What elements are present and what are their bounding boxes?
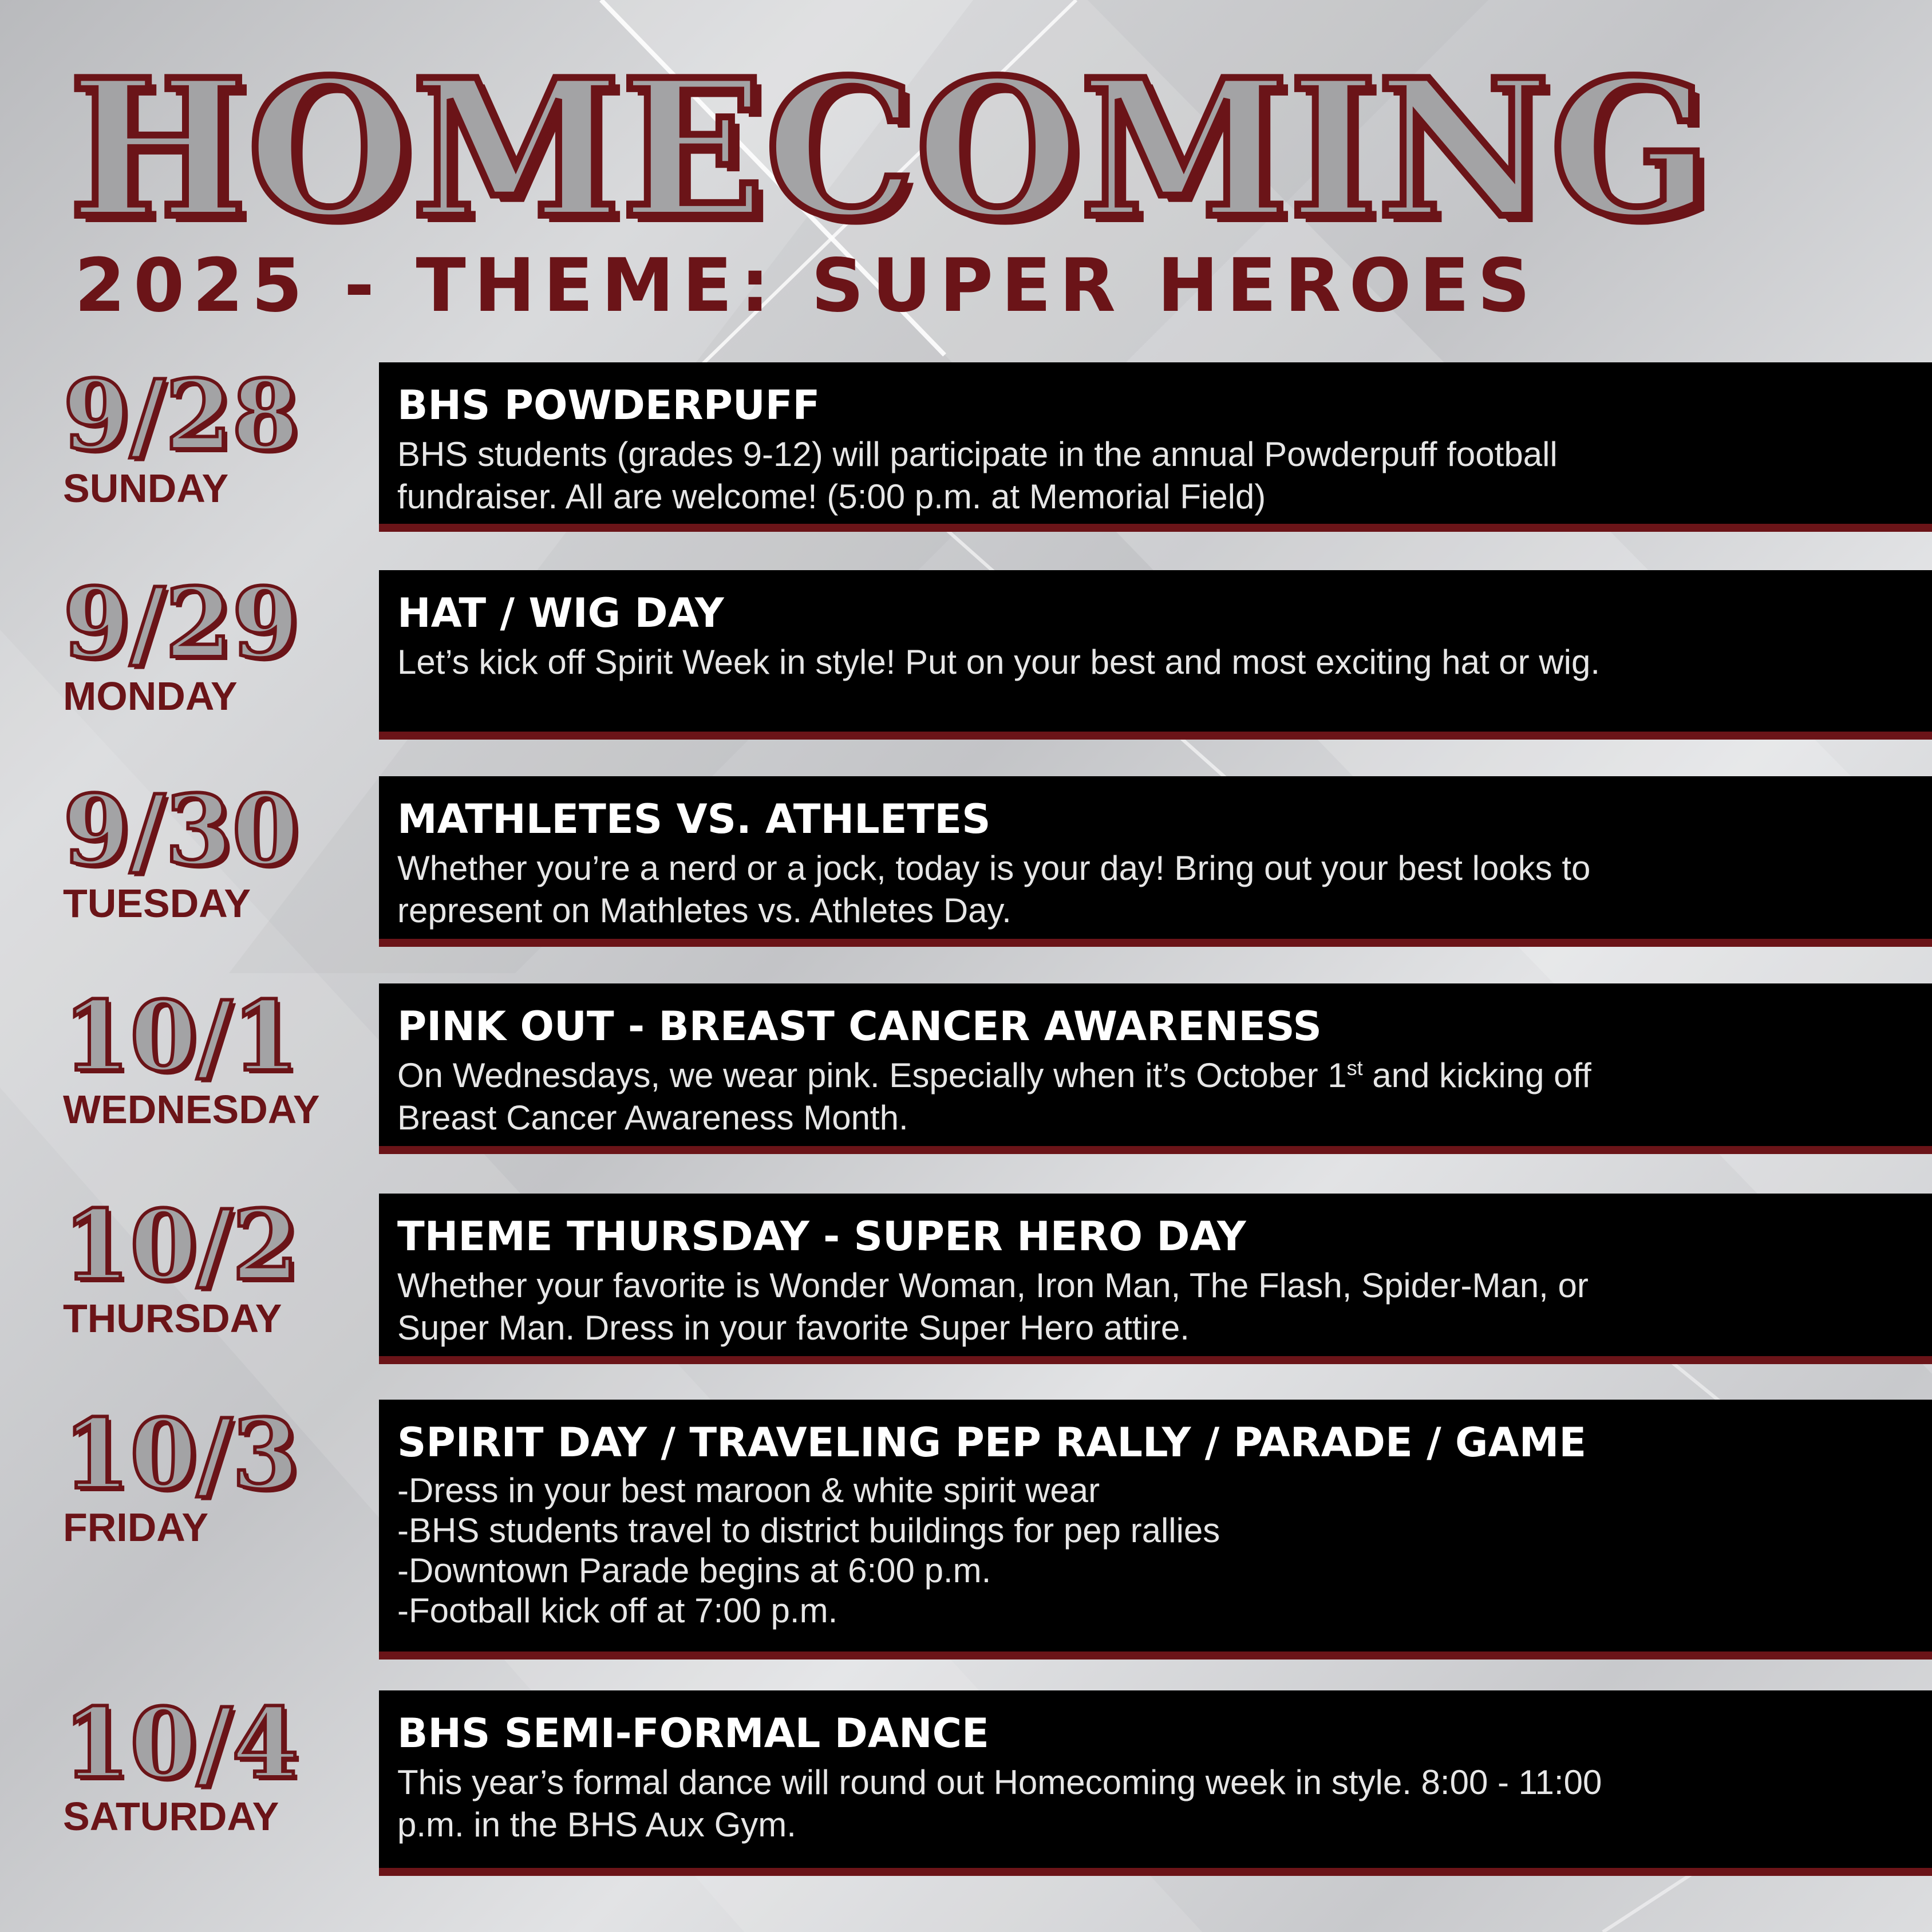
event-title: THEME THURSDAY - SUPER HERO DAY <box>397 1213 1246 1260</box>
event-description-line: BHS students (grades 9-12) will participate in the annual Powderpuff football <box>397 435 1558 473</box>
event-description-line: Let’s kick off Spirit Week in style! Put on your best and most exciting hat or wig. <box>397 643 1600 681</box>
date-block <box>63 358 372 511</box>
date-number: 10/1 <box>63 979 299 1093</box>
date-block <box>63 1397 372 1550</box>
date-weekday: THURSDAY <box>63 1296 282 1341</box>
event-description-line <box>397 1054 1913 1097</box>
description-text: On Wednesdays, we wear pink. Especially when it’s October 1 <box>397 1056 1347 1095</box>
date-weekday: SUNDAY <box>63 466 229 511</box>
event-card <box>379 362 1932 524</box>
event-title: HAT / WIG DAY <box>397 590 724 637</box>
date-weekday: SATURDAY <box>63 1794 279 1839</box>
date-number: 10/3 <box>63 1397 299 1511</box>
date-block <box>63 979 372 1132</box>
event-title: SPIRIT DAY / TRAVELING PEP RALLY / PARADE / GAME <box>397 1419 1587 1466</box>
date-number: 9/28 <box>63 358 299 472</box>
page-subtitle: 2025 - THEME: SUPER HEROES <box>74 243 1538 329</box>
date-number: 9/30 <box>63 773 299 887</box>
event-card <box>379 983 1932 1146</box>
event-description-line: -BHS students travel to district buildings for pep rallies <box>397 1511 1220 1550</box>
date-block <box>63 1188 372 1341</box>
event-description-line: Super Man. Dress in your favorite Super Hero attire. <box>397 1309 1190 1347</box>
event-description-line: This year’s formal dance will round out Homecoming week in style. 8:00 - 11:00 <box>397 1763 1602 1801</box>
event-card <box>379 570 1932 732</box>
date-block <box>63 566 372 718</box>
event-description-line: -Dress in your best maroon & white spirit wear <box>397 1471 1100 1510</box>
event-description-line: Whether you’re a nerd or a jock, today is your day! Bring out your best looks to <box>397 849 1591 887</box>
event-title: BHS POWDERPUFF <box>397 382 820 429</box>
event-description-line: -Downtown Parade begins at 6:00 p.m. <box>397 1551 991 1590</box>
page-title: HOMECOMING <box>69 38 1712 260</box>
event-description-line: -Football kick off at 7:00 p.m. <box>397 1591 838 1630</box>
event-description-line: Breast Cancer Awareness Month. <box>397 1099 908 1137</box>
event-title: MATHLETES VS. ATHLETES <box>397 796 991 843</box>
date-weekday: WEDNESDAY <box>63 1087 320 1132</box>
event-title: BHS SEMI-FORMAL DANCE <box>397 1710 989 1757</box>
description-text: and kicking off <box>1362 1056 1591 1095</box>
event-description-line: p.m. in the BHS Aux Gym. <box>397 1805 796 1844</box>
date-block <box>63 1686 372 1839</box>
ordinal-suffix: st <box>1346 1056 1363 1080</box>
date-weekday: FRIDAY <box>63 1505 209 1550</box>
date-weekday: TUESDAY <box>63 881 251 926</box>
event-card <box>379 1690 1932 1868</box>
event-description-line: Whether your favorite is Wonder Woman, Iron Man, The Flash, Spider-Man, or <box>397 1266 1589 1305</box>
event-card <box>379 1194 1932 1356</box>
event-description-line: fundraiser. All are welcome! (5:00 p.m. at Memorial Field) <box>397 477 1266 516</box>
date-number: 10/4 <box>63 1686 299 1800</box>
event-card <box>379 776 1932 939</box>
event-card <box>379 1400 1932 1652</box>
event-description-line: represent on Mathletes vs. Athletes Day. <box>397 891 1012 930</box>
event-title: PINK OUT - BREAST CANCER AWARENESS <box>397 1003 1322 1050</box>
date-number: 10/2 <box>63 1188 299 1302</box>
date-weekday: MONDAY <box>63 674 238 718</box>
date-block <box>63 773 372 926</box>
date-number: 9/29 <box>63 566 299 679</box>
